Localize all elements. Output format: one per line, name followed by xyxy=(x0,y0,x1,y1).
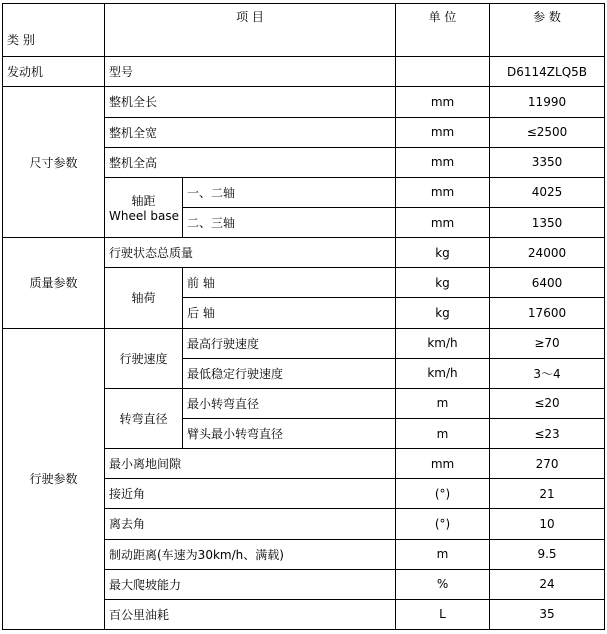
value-cell: ≤23 xyxy=(490,418,605,448)
value-cell: 9.5 xyxy=(490,539,605,569)
wheelbase-label-cn: 轴距 xyxy=(131,193,156,208)
subgroup-turning: 转弯直径 xyxy=(105,388,183,448)
unit-cell: mm xyxy=(396,117,490,147)
table-row xyxy=(3,238,605,268)
header-item: 项 目 xyxy=(105,4,396,57)
value-cell: D6114ZLQ5B xyxy=(490,57,605,87)
category-engine: 发动机 xyxy=(3,57,105,87)
unit-cell: kg xyxy=(396,238,490,268)
table-row xyxy=(3,328,605,358)
header-param: 参 数 xyxy=(490,4,605,57)
value-cell: 4025 xyxy=(490,177,605,207)
unit-cell: mm xyxy=(396,207,490,237)
subgroup-axle-load: 轴荷 xyxy=(105,268,183,328)
unit-cell: mm xyxy=(396,87,490,117)
item-label: 制动距离(车速为30km/h、满载) xyxy=(105,539,396,569)
category-dimensions: 尺寸参数 xyxy=(3,87,105,238)
category-mass: 质量参数 xyxy=(3,238,105,328)
item-label: 型号 xyxy=(105,57,396,87)
item-label: 一、二轴 xyxy=(183,177,396,207)
unit-cell: km/h xyxy=(396,328,490,358)
item-label: 最小离地间隙 xyxy=(105,449,396,479)
item-label: 最小转弯直径 xyxy=(183,388,396,418)
value-cell: 1350 xyxy=(490,207,605,237)
item-label: 前 轴 xyxy=(183,268,396,298)
value-cell: 24000 xyxy=(490,238,605,268)
item-label: 整机全高 xyxy=(105,147,396,177)
value-cell: 21 xyxy=(490,479,605,509)
item-label: 臂头最小转弯直径 xyxy=(183,418,396,448)
value-cell: 3350 xyxy=(490,147,605,177)
value-cell: ≥70 xyxy=(490,328,605,358)
header-category: 类 别 xyxy=(3,4,105,57)
table-row xyxy=(3,87,605,117)
unit-cell xyxy=(396,57,490,87)
unit-cell: mm xyxy=(396,449,490,479)
item-label: 行驶状态总质量 xyxy=(105,238,396,268)
value-cell: 24 xyxy=(490,569,605,599)
subgroup-wheelbase xyxy=(105,177,183,237)
item-label: 接近角 xyxy=(105,479,396,509)
unit-cell: mm xyxy=(396,147,490,177)
item-label: 整机全宽 xyxy=(105,117,396,147)
header-row xyxy=(3,4,605,57)
value-cell: 11990 xyxy=(490,87,605,117)
category-driving: 行驶参数 xyxy=(3,328,105,629)
unit-cell: kg xyxy=(396,298,490,328)
item-label: 最高行驶速度 xyxy=(183,328,396,358)
value-cell: 17600 xyxy=(490,298,605,328)
value-cell: ≤20 xyxy=(490,388,605,418)
item-label: 百公里油耗 xyxy=(105,599,396,629)
item-label: 离去角 xyxy=(105,509,396,539)
value-cell: 3～4 xyxy=(490,358,605,388)
unit-cell: % xyxy=(396,569,490,599)
value-cell: 6400 xyxy=(490,268,605,298)
unit-cell: m xyxy=(396,539,490,569)
value-cell: 35 xyxy=(490,599,605,629)
table-row xyxy=(3,57,605,87)
item-label: 最大爬坡能力 xyxy=(105,569,396,599)
wheelbase-label-en: Wheel base xyxy=(109,208,179,223)
unit-cell: (°) xyxy=(396,509,490,539)
item-label: 二、三轴 xyxy=(183,207,396,237)
unit-cell: (°) xyxy=(396,479,490,509)
value-cell: 270 xyxy=(490,449,605,479)
unit-cell: m xyxy=(396,418,490,448)
header-unit: 单 位 xyxy=(396,4,490,57)
value-cell: ≤2500 xyxy=(490,117,605,147)
spec-table xyxy=(2,3,605,630)
unit-cell: mm xyxy=(396,177,490,207)
item-label: 整机全长 xyxy=(105,87,396,117)
unit-cell: m xyxy=(396,388,490,418)
item-label: 最低稳定行驶速度 xyxy=(183,358,396,388)
item-label: 后 轴 xyxy=(183,298,396,328)
unit-cell: kg xyxy=(396,268,490,298)
unit-cell: L xyxy=(396,599,490,629)
unit-cell: km/h xyxy=(396,358,490,388)
value-cell: 10 xyxy=(490,509,605,539)
subgroup-speed: 行驶速度 xyxy=(105,328,183,388)
